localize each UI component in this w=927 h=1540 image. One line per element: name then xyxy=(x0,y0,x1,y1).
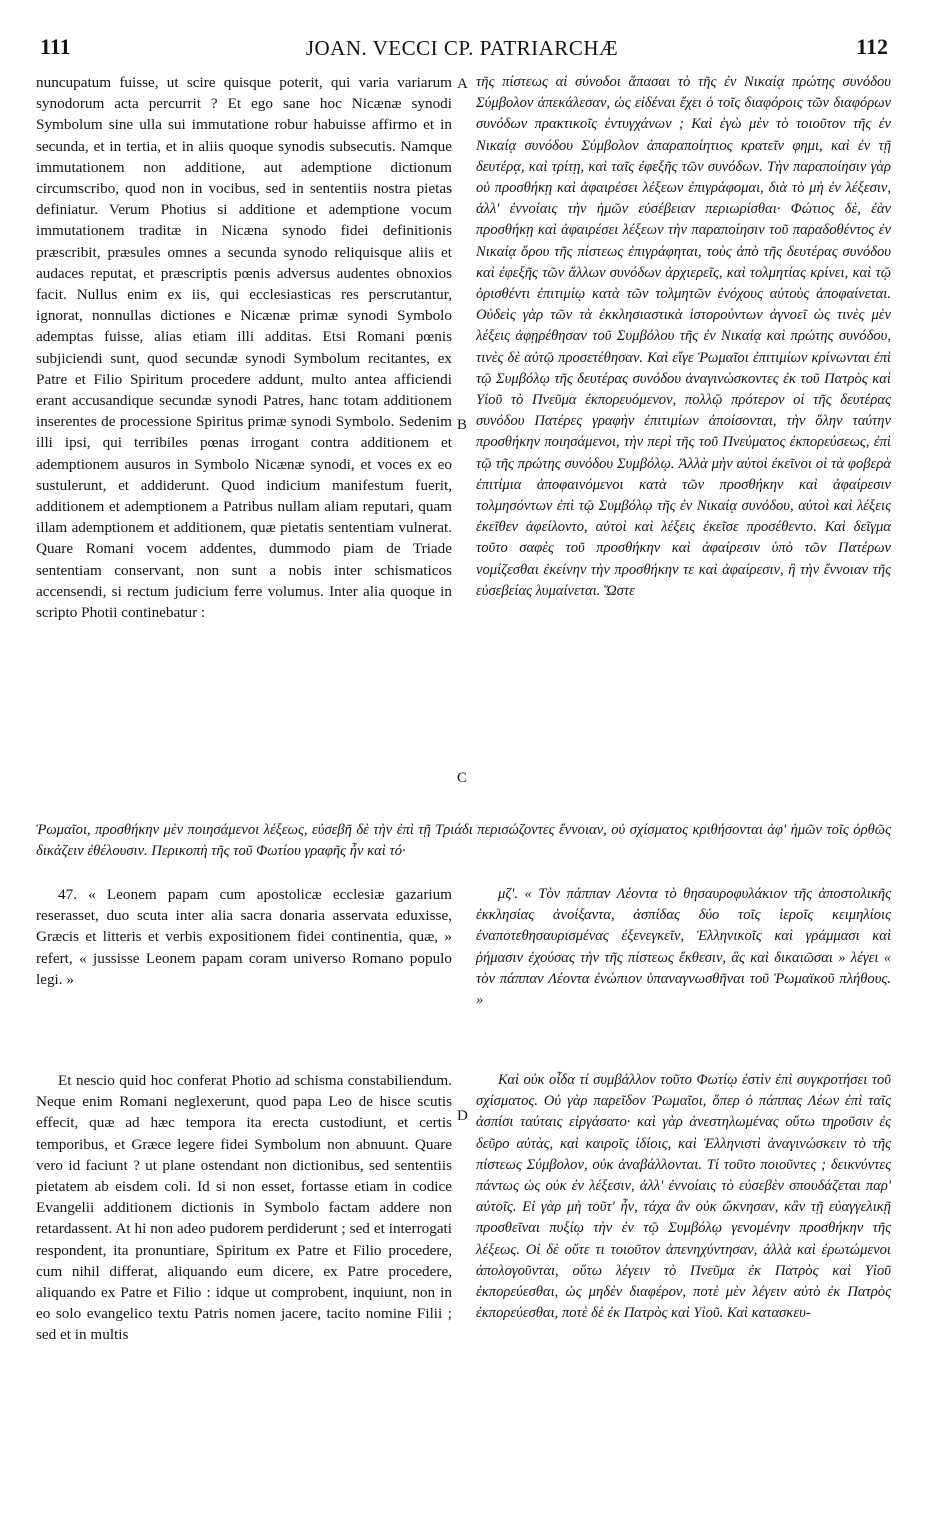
greek-column-bottom xyxy=(476,1070,891,1324)
page-header xyxy=(36,34,888,64)
greek-full-width-line xyxy=(36,820,891,862)
greek-paragraph-47: μζ'. « Τὸν πάππαν Λέοντα τὸ θησαυροφυλάκιον τῆς ἀποστολικῆς ἐκκλησίας ἀνοίξαντα, ἀσπίδας δύο τοῖς ἱεροῖς κειμηλίοις ἐναποτεθησαυρισμένας ἐξενεγκεῖν, Ἑλληνικοῖς καὶ γράμμασι καὶ ῥήμασιν ἐχούσας τὴν τῆς πίστεως ἔκθεσιν, ἃς καὶ δικαιῶσαι » λέγει « τὸν πάππαν Λέοντα ἐνώπιον ὑπαναγνωσθῆναι τοῦ Ῥωμαϊκοῦ πλήθους. » xyxy=(476,886,891,1009)
latin-column-bottom xyxy=(36,1070,452,1346)
latin-paragraph-47: 47. « Leonem papam cum apostolicæ ecclesiæ gazarium reserasset, duo scuta inter alia sacra donaria asservata eduxisse, Græcis et litteris et verbis expositionem fidei continentia, quæ, » refert, « jussisse Leonem papam coram universo Romano populo legi. » xyxy=(36,886,452,988)
latin-paragraph-3: Et nescio quid hoc conferat Photio ad schisma constabiliendum. Neque enim Romani neglexerunt, quod papa Leo de hisce scutis effecit, quæ ad hæc tempora ita erecta custodiunt, et certis temporibus, et Græce legere fidei Symbolum non abnuunt. Quare vero id faciunt ? ut plane ostendant non dictionibus, sed sententiis pietatem ab eisdem coli. Id si non esset, fortasse etiam in codice Evangelii additionem dictionis in Symbolo factam addere non retardassent. At hi non adeo pudorem perdiderunt ; sed et interrogati respondent, ita pronuntiare, Spiritum ex Patre et Filio procedere, cum nihil differat, aliquando eum dicere, ex Patre procedere, aliquando ex Patre et Filio : idque ut comprobent, inquiunt, non in eo solo evangelico textu Patris nomen jacere, tacito nomine Filii ; sed et in multis xyxy=(36,1072,452,1344)
margin-marker-a: A xyxy=(457,76,468,92)
latin-paragraph-1: nuncupatum fuisse, ut scire quisque poterit, qui varia variarum synodorum acta percurrit ? Et ego sane hoc Nicænæ synodi Symbolum sine ulla sui immutatione robur habuisse affirmo et in secunda, et in tertia, et in aliis quoque synodis subsecutis. Namque immutationem non additione, aut ademptione dictionum circumscribo, quod non in vocibus, sed in sententiis nostra pietas definiatur. Verum Photius si additione et ademptione vocum immutationem traditæ in Nicæna synodo fidei definitionis præscribit, præsules omnes a secunda synodo reliquisque aliis et audaces reputat, et præscriptis pœnis adversus audentes obnoxios facit. Nullus enim ex iis, qui ecclesiasticas res perscrutantur, ignorat, nonnullas dictiones e Nicænæ primæ synodi Symbolo ademptas fuisse, alias etiam illi additas. Etsi Romani pœnis subjiciendi sunt, quod secundæ synodi Symbolum recitantes, ex Patre et Filio Spiritum procedere addunt, multo antea afficiendi erant accusandique secundæ synodi Patres, hanc totam additionem inserentes de processione Spiritus primæ synodi Symbolo. Sedenim illi ipsi, qui terribiles pœnas irrogant contra additionem et ademptionem ausuros in Symbolo Nicænæ synodi, et voces ex eo sustulerunt, et addiderunt. Quod indicium manifestum fuerit, additionem et ademptionem a Patribus nullam aliam reputari, quam illam ademptionem et additionem, quæ pietatis sententiam vulnerat. Quare Romani vocem addentes, dummodo piam de Triade sententiam conservant, non sunt a nobis inter schismaticos accensendi, si rectum judicium ferre volumus. Inter alia quoque in scripto Photii continebatur : xyxy=(36,74,452,622)
right-page-number: 112 xyxy=(856,34,888,59)
greek-full-paragraph: Ῥωμαῖοι, προσθήκην μὲν ποιησάμενοι λέξεως, εὐσεβῆ δὲ τὴν ἐπὶ τῇ Τριάδι περισώζοντες ἔννοιαν, οὐ σχίσματος κριθήσονται ἀφ' ἡμῶν τοῖς ὀρθῶς δικάζειν ἐθέλουσιν. Περικοπὴ τῆς τοῦ Φωτίου γραφῆς ἦν καὶ τό· xyxy=(36,822,891,860)
latin-column-top xyxy=(36,72,452,623)
margin-marker-d: D xyxy=(457,1108,468,1124)
greek-paragraph-3: Καὶ οὐκ οἶδα τί συμβάλλον τοῦτο Φωτίῳ ἐστὶν ἐπὶ συγκροτήσει τοῦ σχίσματος. Οὐ γὰρ παρεῖδον Ῥωμαῖοι, ὅπερ ὁ πάππας Λέων ἐπὶ ταῖς ἀσπίσι ταύταις εἰργάσατο· καὶ γὰρ ἀνεστηλωμένας οὕτω τηροῦσιν ἐς δεῦρο αὐτὰς, καὶ καιροῖς ἰδίοις, καὶ Ἑλληνιστὶ ἀναγινώσκειν τὸ τῆς πίστεως Σύμβολον, οὐκ ἀναβάλλονται. Τί τοῦτο ποιοῦντες ; δεικνύντες πάντως ὡς οὐκ ἐν λέξεσιν, ἀλλ' ἐννοίαις τὸ εὐσεβὲν σπουδάζεται παρ' αὐτοῖς. Εἰ γὰρ μὴ τοῦτ' ἦν, τάχα ἂν οὐκ ὤκνησαν, κἂν τῇ εὐαγγελικῇ προσθεῖναι πυξίῳ τὴν ἐν τῷ Συμβόλῳ γενομένην προσθήκην τῆς λέξεως. Οἱ δὲ οὔτε τι τοιοῦτον ἀπενηχύντησαν, ἀλλὰ καὶ ἐρωτώμενοι ἀπολογοῦνται, οὕτω λέγειν τὸ Πνεῦμα ἐκ Πατρὸς καὶ Υἱοῦ ἐκπορεύεσθαι, ὡς μηδὲν διαφέρον, ποτὲ μὲν λέγειν αὐτὸ ἐκ Πατρὸς ἐκπορεύεσθαι, ποτὲ δὲ ἐκ Πατρὸς καὶ Υἱοῦ. Καὶ κατασκευ- xyxy=(476,1072,891,1322)
greek-column-top xyxy=(476,72,891,602)
running-title: JOAN. VECCI CP. PATRIARCHÆ xyxy=(305,36,619,60)
margin-marker-b: B xyxy=(457,417,468,433)
greek-paragraph-1: τῆς πίστεως αἱ σύνοδοι ἅπασαι τὸ τῆς ἐν Νικαίᾳ πρώτης συνόδου Σύμβολον ἀπεκάλεσαν, ὡς εἰδέναι ἔχει ὁ τοῖς διαφόροις τῶν διαφόρων συνόδων πρακτικοῖς ἐντυγχάνων ; Καὶ ἐγὼ μὲν τὸ τοιοῦτον τῆς ἐν Νικαίᾳ συνόδου Σύμβολον ἀπαραποίητιος κρατεῖν φημι, καὶ ἐν τῇ δευτέρᾳ, καὶ τρίτῃ, καὶ ταῖς ἐφεξῆς τῶν συνόδων. Τὴν παραποίησιν γὰρ οὐ προσθήκῃ καὶ ἀφαιρέσει λέξεων ἐπιγράφομαι, διὰ τὸ μὴ ἐν λέξεσιν, ἀλλ' ἐννοίαις τὴν ἡμῶν εὐσέβειαν περιωρίσθαι· Φώτιος δὲ, ἐὰν προσθήκῃ καὶ ἀφαιρέσει λέξεων τὴν παραποίησιν τοῦ παραδοθέντος ἐν Νικαίᾳ ὅρου τῆς πίστεως ἐπιγράφηται, τοὺς ἀπὸ τῆς δευτέρας συνόδου καὶ ἐφεξῆς τῶν ἄλλων συνόδων ἀρχιερεῖς, καὶ τολμητίας κρίνει, καὶ τῷ ὁρισθέντι ἐπιτιμίῳ κατὰ τῶν τολμητῶν ἐνόχους αὐτοὺς ἀποφαίνεται. Οὐδεὶς γὰρ τῶν τὰ ἐκκλησιαστικὰ ἱστορούντων ἀγνοεῖ ὡς τινὲς μὲν λέξεις ἀφῃρέθησαν τοῦ Συμβόλου τῆς ἐν Νικαίᾳ καὶ πρώτης συνόδου, τινὲς δὲ αὐτῷ προσετέθησαν. Καὶ εἴγε Ῥωμαῖοι ἐπιτιμίων κρίνωνται ἐπὶ τῷ Συμβόλῳ τῆς δευτέρας συνόδου ἀναγινώσκοντες ἐκ τοῦ Πατρὸς καὶ Υἱοῦ τὸ Πνεῦμα ἐκπορευόμενον, πολλῷ πρότερον οἱ τῆς δευτέρας συνόδου Πατέρες γραφὴν ἐπιτιμίων ἀποίσονται, τὴν ὅλην ταύτην προσθήκην ποιησάμενοι, τὴν περὶ τῆς τοῦ Πνεύματος ἐκπορεύσεως, ἐπὶ τῷ τῆς πρώτης συνόδου Συμβόλῳ. Ἀλλὰ μὴν αὐτοὶ ἐκεῖνοι οἱ τὰ φοβερὰ ἐπιτίμια ἀποφαινόμενοι κατὰ τῶν προσθήκην καὶ ἀφαίρεσιν τολμησόντων ἐπὶ τῷ Συμβόλῳ τῆς ἐν Νικαίᾳ συνόδου, αὐτοὶ καὶ λέξεις ἐκεῖθεν ἀφείλοντο, αὐτοὶ καὶ λέξεις ἐκεῖσε προσέθεντο. Καὶ δεῖγμα τοῦτο σαφὲς τοῦ προσθήκην καὶ ἀφαίρεσιν ὑπὸ τῶν Πατέρων νομίζεσθαι ἐκείνην τὴν προσθήκην τε καὶ ἀφαίρεσιν, ἢ τὴν ἔννοιαν τῆς εὐσεβείας λυμαίνεται. Ὥστε xyxy=(476,74,891,599)
latin-column-section-47 xyxy=(36,884,452,990)
margin-marker-c: C xyxy=(457,770,468,786)
greek-column-section-47 xyxy=(476,884,891,1011)
left-page-number: 111 xyxy=(40,34,71,59)
